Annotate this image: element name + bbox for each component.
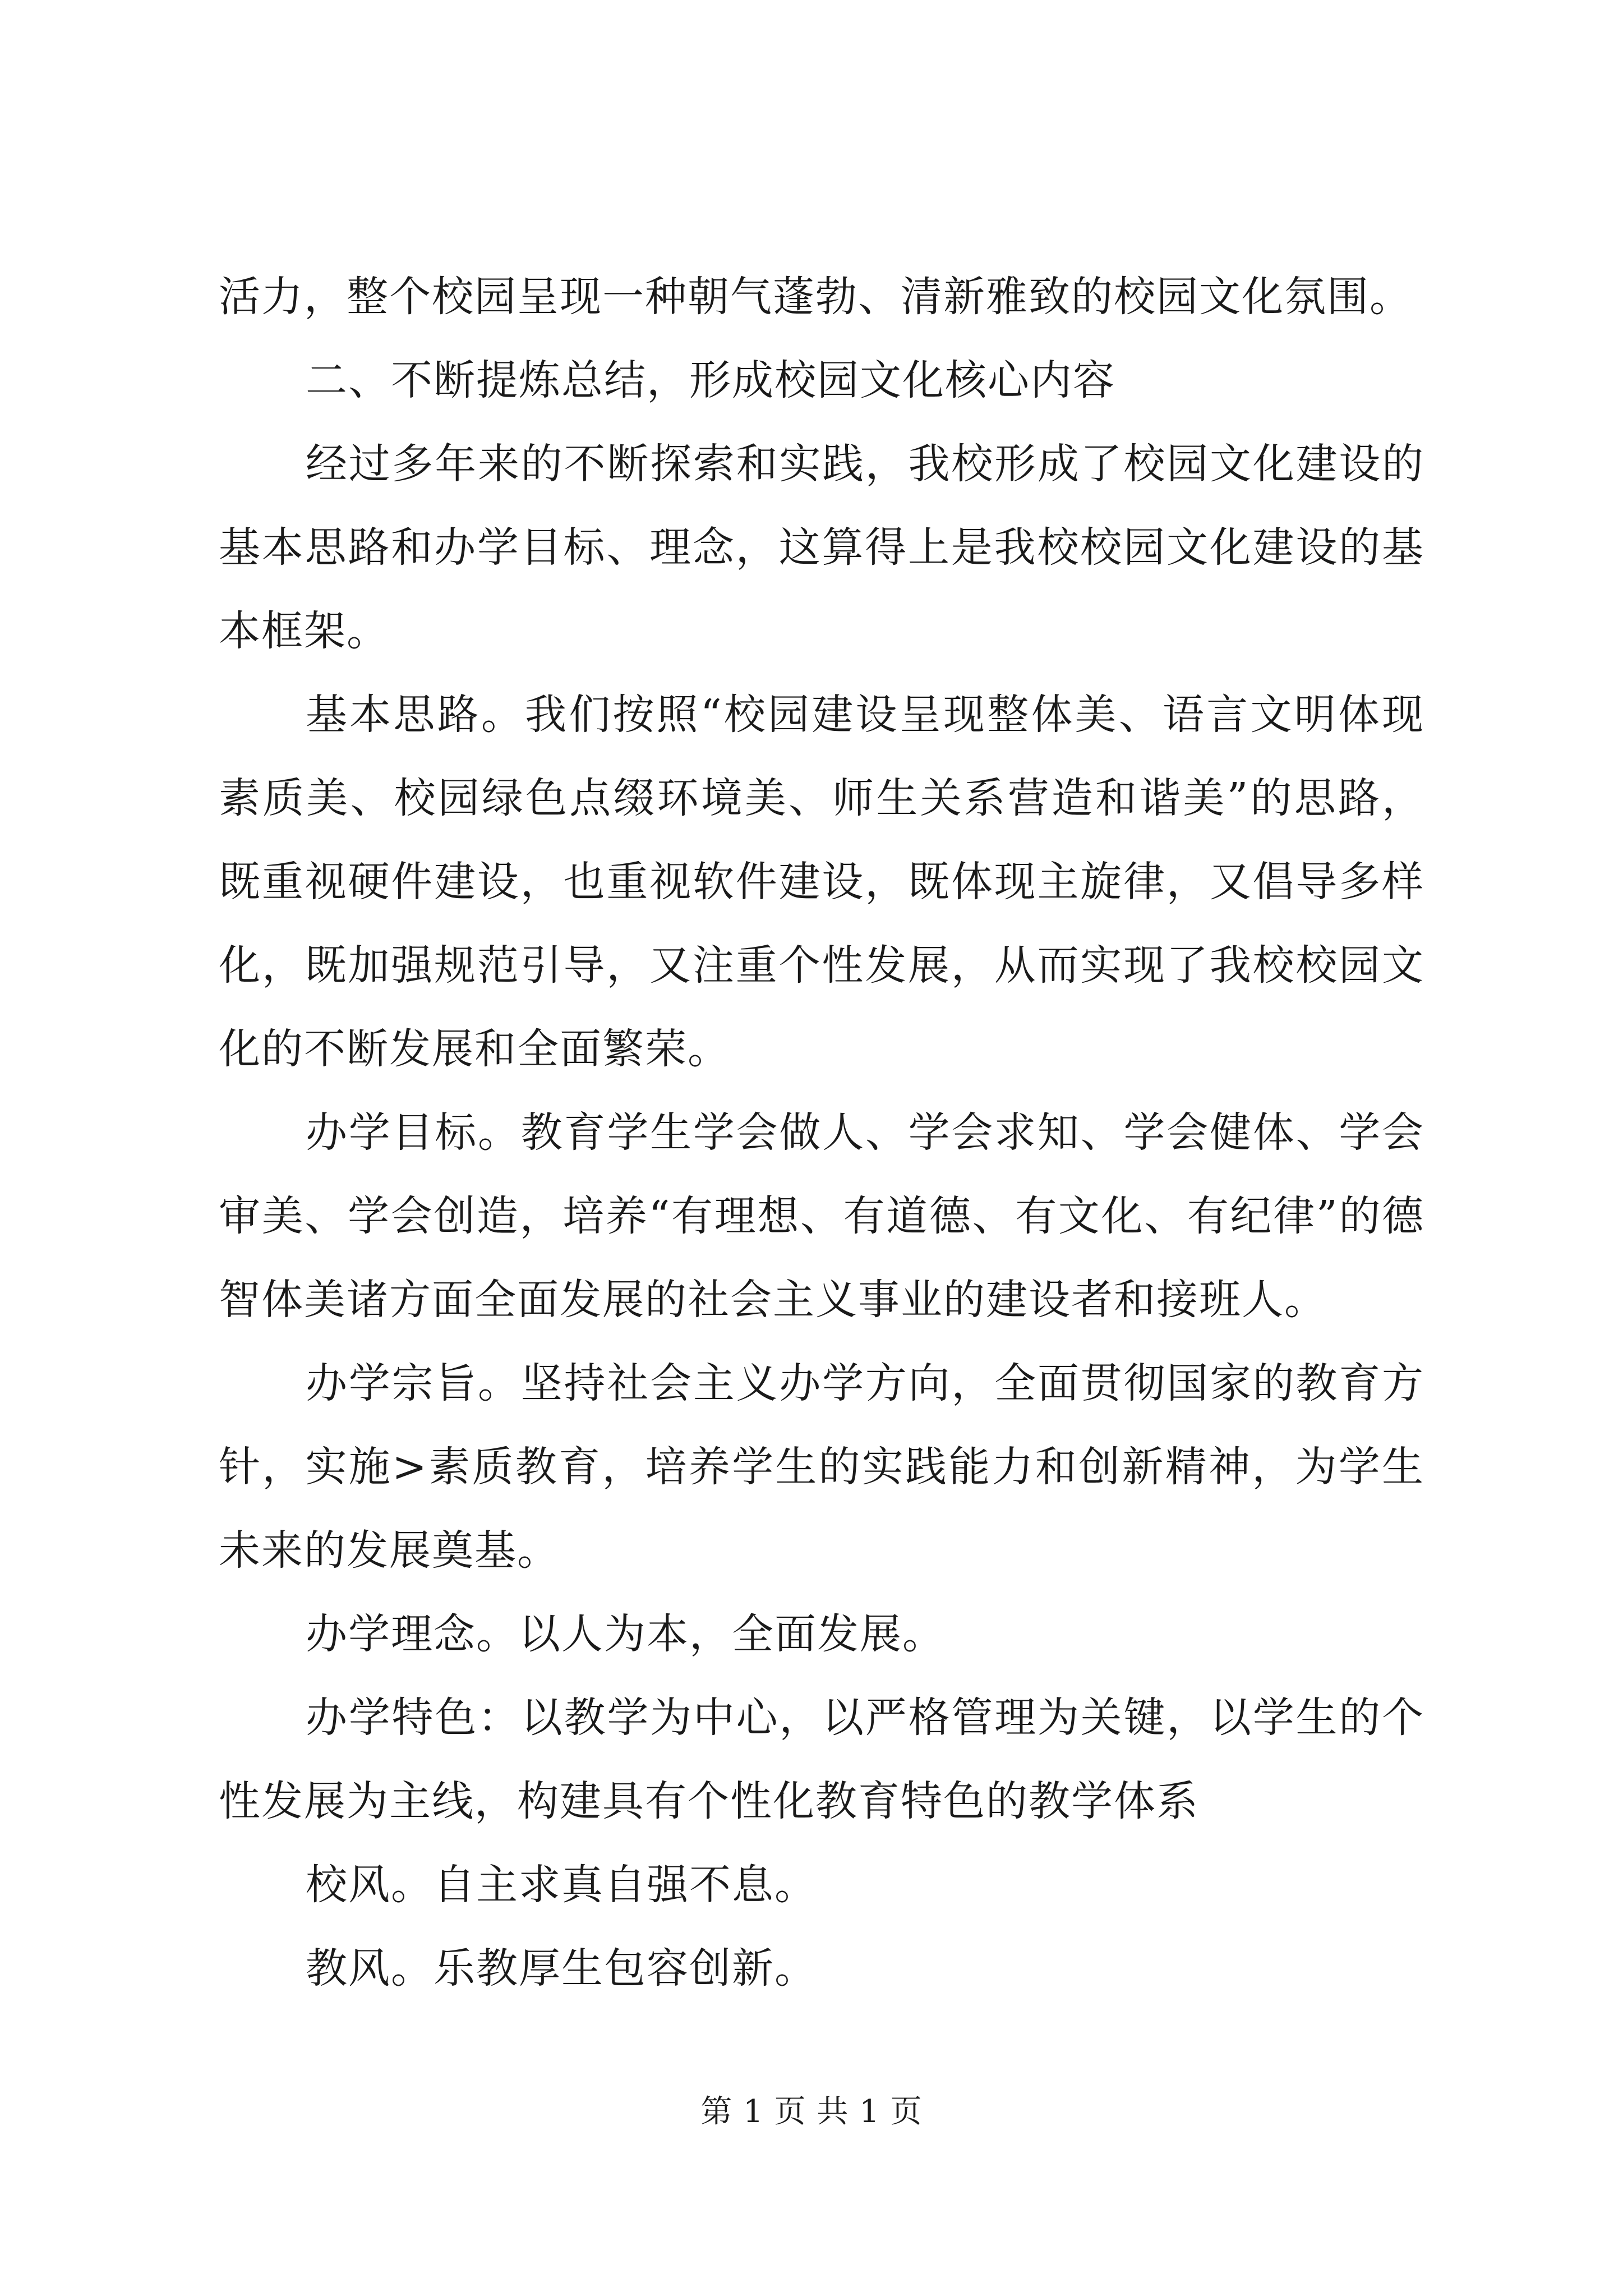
paragraph-intro: 经过多年来的不断探索和实践，我校形成了校园文化建设的基本思路和办学目标、理念，这算得上是我校校园文化建设的基本框架。 bbox=[219, 440, 1424, 655]
paragraph-school-ethos: 校风。自主求真自强不息。 bbox=[306, 1861, 817, 1909]
document-body bbox=[219, 255, 1424, 2010]
section-heading: 二、不断提炼总结，形成校园文化核心内容 bbox=[306, 356, 1115, 404]
paragraph-teaching-ethos: 教风。乐教厚生包容创新。 bbox=[306, 1944, 817, 1993]
paragraph-school-goal: 办学目标。教育学生学会做人、学会求知、学会健体、学会审美、学会创造，培养“有理想、有道德、有文化、有纪律”的德智体美诸方面全面发展的社会主义事业的建设者和接班人。 bbox=[219, 1108, 1424, 1324]
paragraph-school-purpose: 办学宗旨。坚持社会主义办学方向，全面贯彻国家的教育方针，实施>素质教育，培养学生的实践能力和创新精神，为学生未来的发展奠基。 bbox=[219, 1359, 1424, 1575]
paragraph-basic-approach: 基本思路。我们按照“校园建设呈现整体美、语言文明体现素质美、校园绿色点缀环境美、师生关系营造和谐美”的思路，既重视硬件建设，也重视软件建设，既体现主旋律，又倡导多样化，既加强规范引导，又注重个性发展，从而实现了我校校园文化的不断发展和全面繁荣。 bbox=[219, 691, 1424, 1073]
paragraph-school-feature: 办学特色：以教学为中心，以严格管理为关键，以学生的个性发展为主线，构建具有个性化教育特色的教学体系 bbox=[219, 1694, 1424, 1825]
paragraph-school-philosophy: 办学理念。以人为本，全面发展。 bbox=[306, 1610, 945, 1658]
paragraph-continuation: 活力，整个校园呈现一种朝气蓬勃、清新雅致的校园文化氛围。 bbox=[219, 273, 1412, 321]
page-footer: 第 1 页 共 1 页 bbox=[700, 2093, 923, 2130]
